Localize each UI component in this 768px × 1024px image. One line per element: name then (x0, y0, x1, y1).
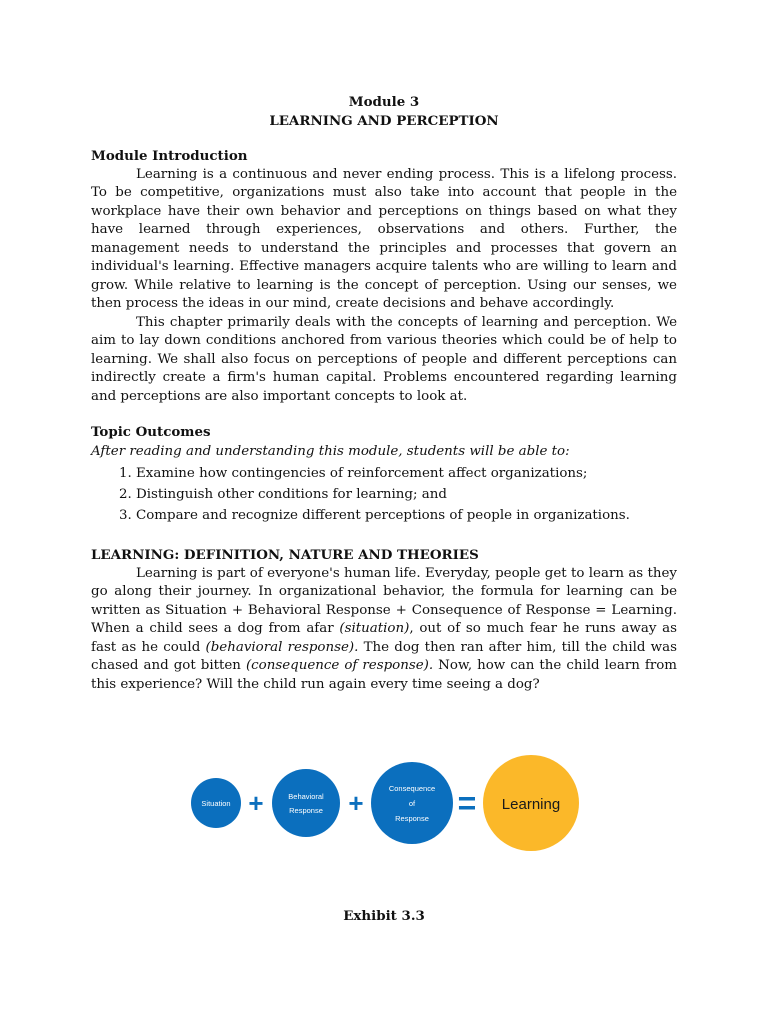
plus-sign-1: + (248, 788, 264, 818)
learning-text-2: , out of so much fear he runs away as fast as he could (91, 621, 677, 655)
introduction-paragraph-1: Learning is a continuous and never ending process. This is a lifelong process. To be competitive, organizations must also take into account that people in the workplace have their own behavior and perceptions on things based on what they have learned through experiences, observations and others. Further, the management needs to understand the principles and processes that govern an individual's learning. Effective managers acquire talents who are willing to learn and grow. While relative to learning is the concept of perception. Using our senses, we then process the ideas in our mind, create decisions and behave accordingly. (91, 166, 677, 311)
introduction-paragraph-2: This chapter primarily deals with the concepts of learning and perception. We aim to lay down conditions anchored from various theories which could be of help to learning. We shall also focus on perceptions of people and different perceptions can indirectly create a firm's human capital. Problems encountered regarding learning and perceptions are also important concepts to look at. (91, 314, 677, 404)
outcome-item-3: 3. Compare and recognize different perceptions of people in organizations. (136, 505, 677, 526)
introduction-heading: Module Introduction (91, 148, 248, 164)
behavioral-label-line-1: Behavioral (288, 792, 324, 801)
learning-emphasis-behavioral: (behavioral response). (205, 639, 359, 655)
consequence-label-line-3: Response (395, 814, 429, 823)
consequence-label-line-2: of (408, 799, 416, 808)
learning-text-4: Now, how can the child learn from this experience? Will the child run again every time seeing a dog? (91, 658, 678, 692)
outcomes-lead: After reading and understanding this module, students will be able to: (91, 443, 570, 459)
situation-label: Situation (201, 799, 231, 808)
learning-section-heading: LEARNING: DEFINITION, NATURE AND THEORIES (91, 547, 479, 563)
module-title: LEARNING AND PERCEPTION (269, 112, 499, 129)
behavioral-label-line-2: Response (289, 806, 323, 815)
behavioral-response-circle (272, 769, 340, 837)
outcome-item-2: 2. Distinguish other conditions for learning; and (136, 484, 677, 505)
learning-label: Learning (501, 796, 561, 813)
learning-text-1: Learning is part of everyone's human life. Everyday, people get to learn as they go along their journey. In organizational behavior, the formula for learning can be written as Situation + Behavioral Response + Consequence of Response = Learning. When a child sees a dog from afar (91, 565, 677, 636)
consequence-label-line-1: Consequence (388, 784, 436, 793)
outcome-item-1: 1. Examine how contingencies of reinforcement affect organizations; (136, 463, 677, 484)
learning-emphasis-consequence: (consequence of response). (245, 658, 434, 673)
equals-sign: = (457, 785, 477, 821)
exhibit-caption: Exhibit 3.3 (343, 908, 425, 924)
learning-text-3: The dog then ran after him, till the child was chased and got bitten (91, 639, 677, 673)
plus-sign-2: + (348, 788, 364, 818)
outcomes-heading: Topic Outcomes (91, 424, 211, 440)
module-number: Module 3 (348, 94, 420, 110)
learning-emphasis-situation: (situation) (339, 621, 410, 636)
